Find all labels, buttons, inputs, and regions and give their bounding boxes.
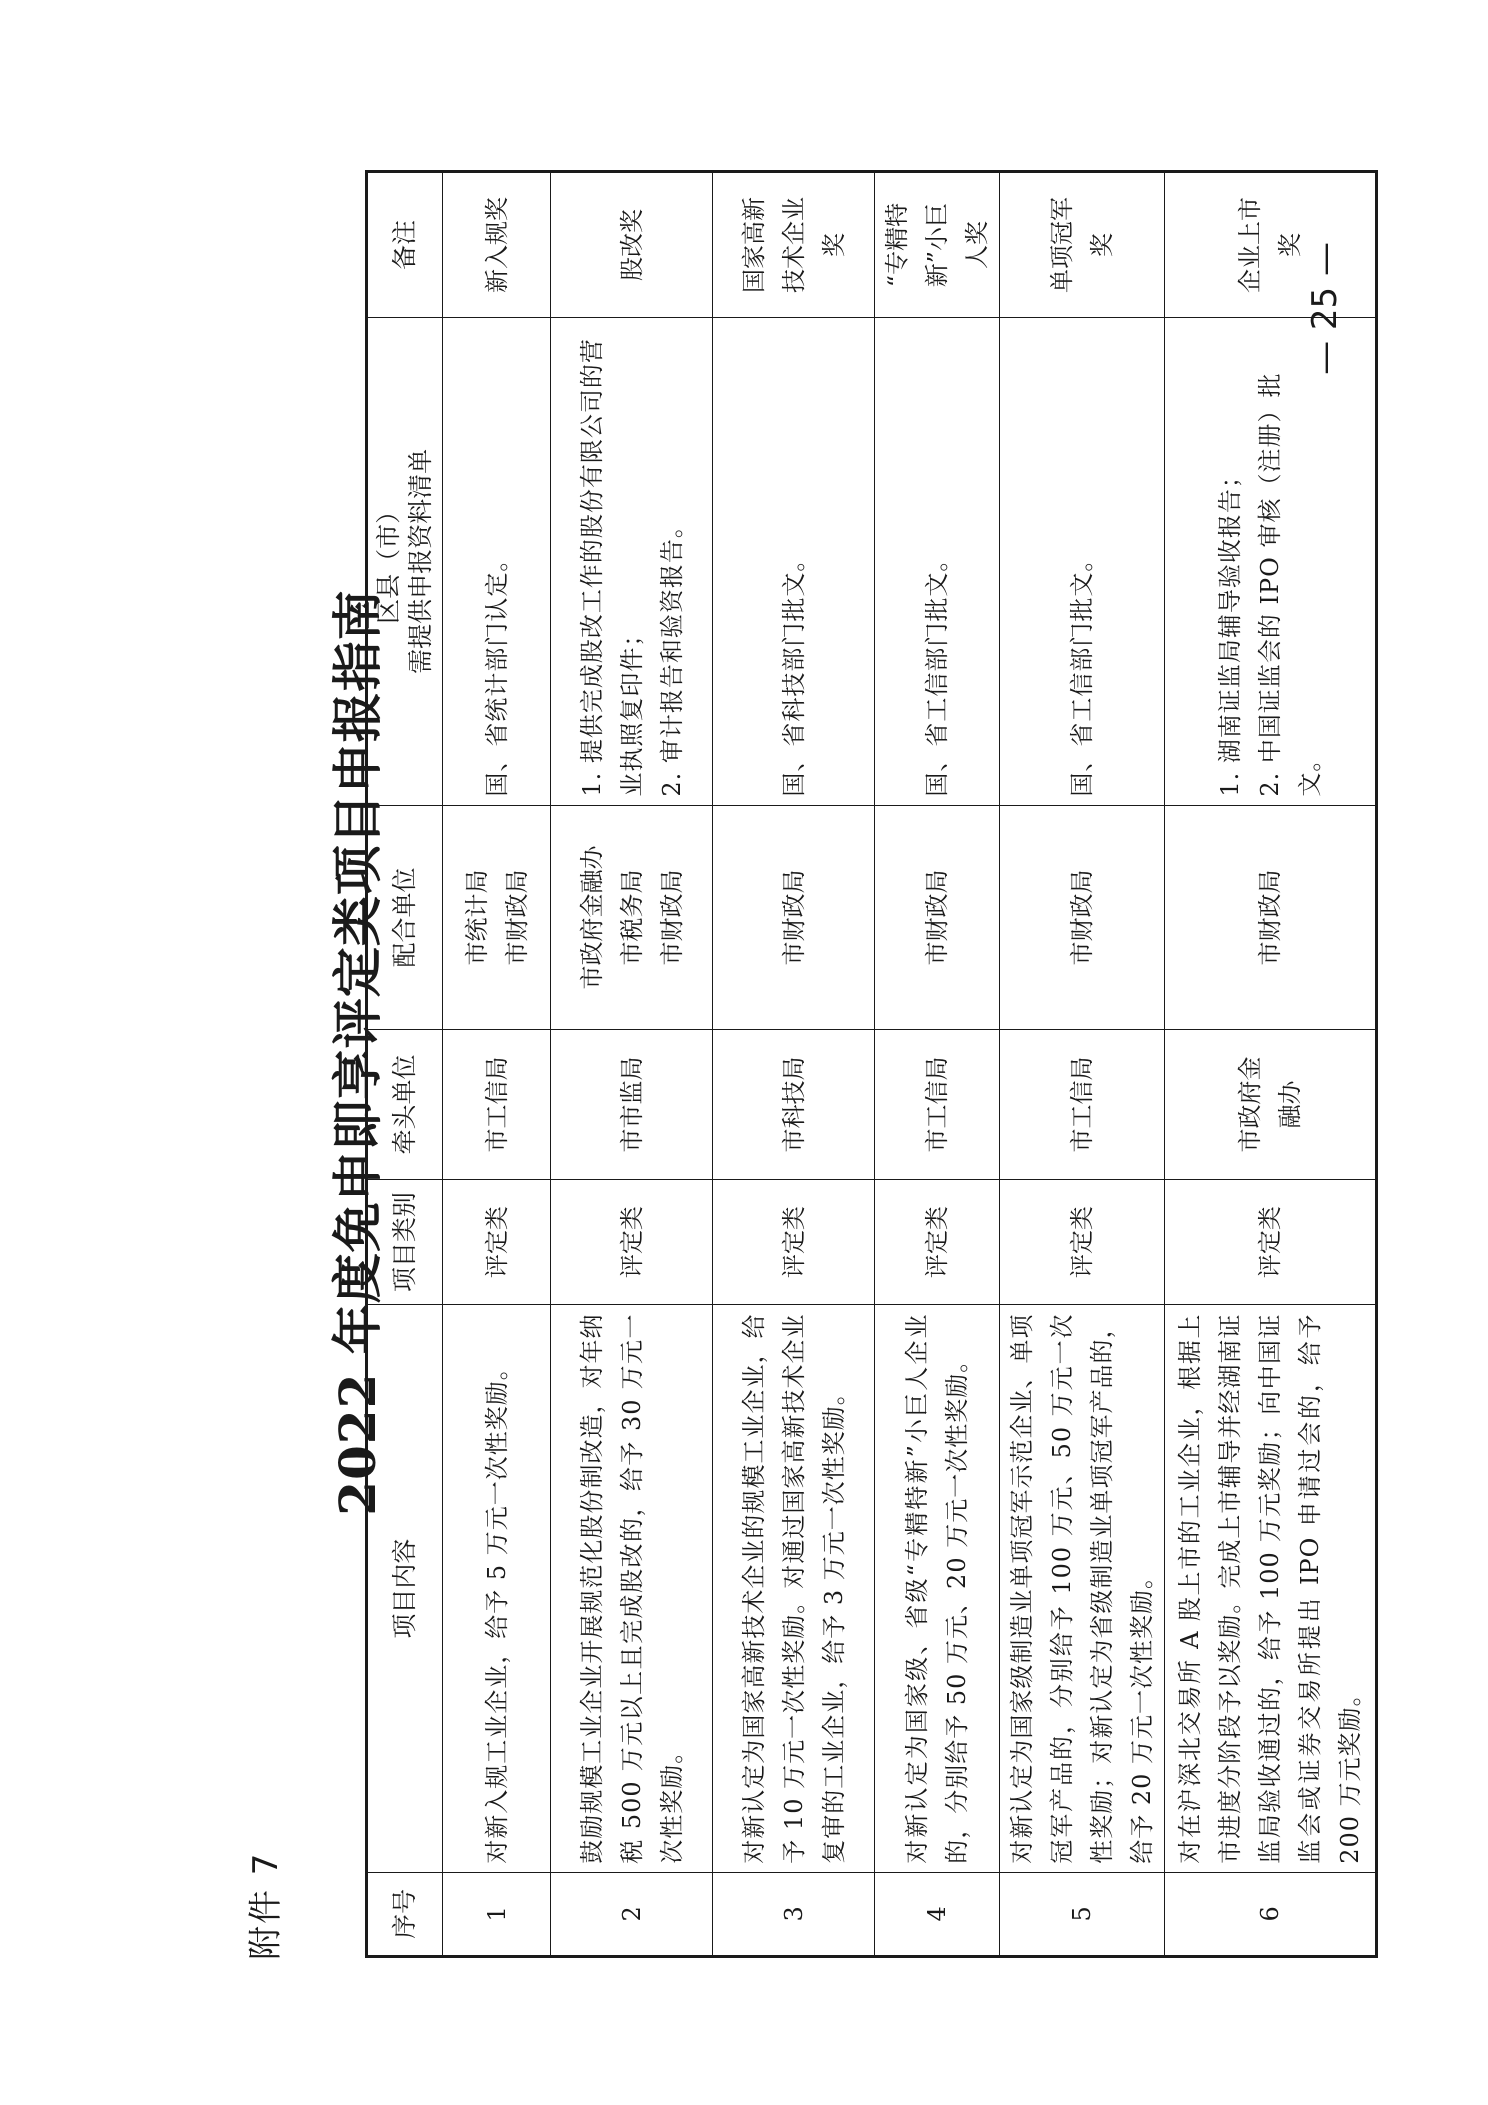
table-header-row xyxy=(367,172,443,1957)
project-content: 对新认定为国家级、省级“专精特新”小巨人企业的，分别给予 50 万元、20 万元一次性奖励。 xyxy=(875,1305,1000,1872)
lead-unit-line: 市工信局 xyxy=(1068,1056,1096,1153)
remark-line: 企业上市 xyxy=(1236,197,1264,294)
remark xyxy=(551,172,713,318)
lead-unit xyxy=(1000,1030,1165,1179)
required-materials-line: 国、省统计部门认定。 xyxy=(482,546,511,797)
cooperating-units xyxy=(875,805,1000,1030)
cooperating-units-line: 市财政局 xyxy=(923,869,951,966)
lead-unit-line: 市市监局 xyxy=(617,1056,646,1153)
cooperating-units-line: 市统计局 xyxy=(462,869,491,966)
project-content: 对新入规工业企业，给予 5 万元一次性奖励。 xyxy=(443,1305,551,1872)
header-note: 备注 xyxy=(367,172,443,318)
remark-line: 奖 xyxy=(819,233,848,258)
table-row xyxy=(551,172,713,1957)
header-lead: 牵头单位 xyxy=(367,1030,443,1179)
cooperating-units xyxy=(1000,805,1165,1030)
required-materials-line: 国、省工信部门批文。 xyxy=(1068,546,1096,797)
table-row xyxy=(875,172,1000,1957)
lead-unit-line: 市工信局 xyxy=(923,1056,951,1153)
cooperating-units-line: 市财政局 xyxy=(502,869,531,966)
remark-line: “专精特 xyxy=(883,202,911,288)
cooperating-units xyxy=(443,805,551,1030)
project-category: 评定类 xyxy=(875,1179,1000,1305)
cooperating-units xyxy=(551,805,713,1030)
project-content: 对新认定为国家高新技术企业的规模工业企业，给予 10 万元一次性奖励。对通过国家高新技术企业复审的工业企业，给予 3 万元一次性奖励。 xyxy=(713,1305,875,1872)
project-category: 评定类 xyxy=(443,1179,551,1305)
cooperating-units-line: 市财政局 xyxy=(1256,869,1284,966)
header-coop: 配合单位 xyxy=(367,805,443,1030)
required-materials-line: 1. 湖南证监局辅导验收报告； xyxy=(1216,463,1244,797)
lead-unit-line: 融办 xyxy=(1276,1080,1304,1129)
cooperating-units-line: 市财政局 xyxy=(779,869,808,966)
remark xyxy=(443,172,551,318)
required-materials-line: 国、省科技部门批文。 xyxy=(779,546,808,797)
attachment-label: 附件 7 xyxy=(246,1851,286,1960)
row-number: 2 xyxy=(551,1872,713,1956)
required-materials-line: 1. 提供完成股改工作的股份有限公司的营业执照复印件； xyxy=(577,338,646,797)
page-number xyxy=(1305,0,1345,2105)
remark-line: 人奖 xyxy=(963,221,991,270)
lead-unit-line: 市政府金 xyxy=(1236,1056,1264,1153)
header-no: 序号 xyxy=(367,1872,443,1956)
project-category: 评定类 xyxy=(1000,1179,1165,1305)
remark-line: 股改奖 xyxy=(617,209,646,282)
remark xyxy=(1000,172,1165,318)
remark-line: 奖 xyxy=(1276,233,1304,258)
lead-unit xyxy=(713,1030,875,1179)
cooperating-units-line: 市财政局 xyxy=(1068,869,1096,966)
header-category: 项目类别 xyxy=(367,1179,443,1305)
row-number: 4 xyxy=(875,1872,1000,1956)
header-requirements xyxy=(367,318,443,806)
lead-unit-line: 市工信局 xyxy=(482,1056,511,1153)
table-row xyxy=(713,172,875,1957)
remark-line: 奖 xyxy=(1088,233,1116,258)
cooperating-units-line: 市政府金融办 xyxy=(577,845,606,990)
lead-unit-line: 市科技局 xyxy=(779,1056,808,1153)
project-category: 评定类 xyxy=(713,1179,875,1305)
required-materials xyxy=(713,318,875,806)
remark-line: 新入规奖 xyxy=(482,197,511,294)
header-requirements-line2: 需提供申报资料清单 xyxy=(406,448,435,674)
cooperating-units-line: 市税务局 xyxy=(617,869,646,966)
remark-line: 国家高新 xyxy=(739,197,768,294)
required-materials xyxy=(551,318,713,806)
required-materials xyxy=(1000,318,1165,806)
required-materials xyxy=(875,318,1000,806)
lead-unit xyxy=(875,1030,1000,1179)
table-body xyxy=(443,172,1377,1957)
table-row xyxy=(443,172,551,1957)
row-number: 5 xyxy=(1000,1872,1165,1956)
table-row xyxy=(1000,172,1165,1957)
cooperating-units-line: 市财政局 xyxy=(657,869,686,966)
page-title: 2022 年度免申即享评定类项目申报指南 xyxy=(328,589,387,1516)
row-number: 6 xyxy=(1165,1872,1377,1956)
remark-line: 技术企业 xyxy=(779,197,808,294)
lead-unit xyxy=(551,1030,713,1179)
project-category: 评定类 xyxy=(1165,1179,1377,1305)
project-category: 评定类 xyxy=(551,1179,713,1305)
page-number-text: — 25 — xyxy=(1305,242,1345,375)
header-content: 项目内容 xyxy=(367,1305,443,1872)
row-number: 3 xyxy=(713,1872,875,1956)
cooperating-units xyxy=(713,805,875,1030)
header-requirements-line1: 区县（市） xyxy=(374,498,403,624)
remark xyxy=(875,172,1000,318)
project-content: 对新认定为国家级制造业单项冠军示范企业、单项冠军产品的，分别给予 100 万元、50 万元一次性奖励；对新认定为省级制造业单项冠军产品的，给予 20 万元一次性奖励。 xyxy=(1000,1305,1165,1872)
required-materials-line: 2. 审计报告和验资报告。 xyxy=(657,513,686,797)
remark-line: 单项冠军 xyxy=(1048,197,1076,294)
required-materials-line: 2. 中国证监会的 IPO 审核（注册）批文。 xyxy=(1256,372,1324,797)
remark-line: 新”小巨 xyxy=(923,202,951,288)
application-guide-table xyxy=(365,170,1378,1958)
project-content: 对在沪深北交易所 A 股上市的工业企业，根据上市进度分阶段予以奖励。完成上市辅导并经湖南证监局验收通过的，给予 100 万元奖励；向中国证监会或证券交易所提出 IPO 申请过会的，给予 200 万元奖励。 xyxy=(1165,1305,1377,1872)
project-content: 鼓励规模工业企业开展规范化股份制改造，对年纳税 500 万元以上且完成股改的，给予 30 万元一次性奖励。 xyxy=(551,1305,713,1872)
required-materials-line: 国、省工信部门批文。 xyxy=(923,546,951,797)
lead-unit xyxy=(443,1030,551,1179)
remark xyxy=(713,172,875,318)
row-number: 1 xyxy=(443,1872,551,1956)
required-materials xyxy=(443,318,551,806)
